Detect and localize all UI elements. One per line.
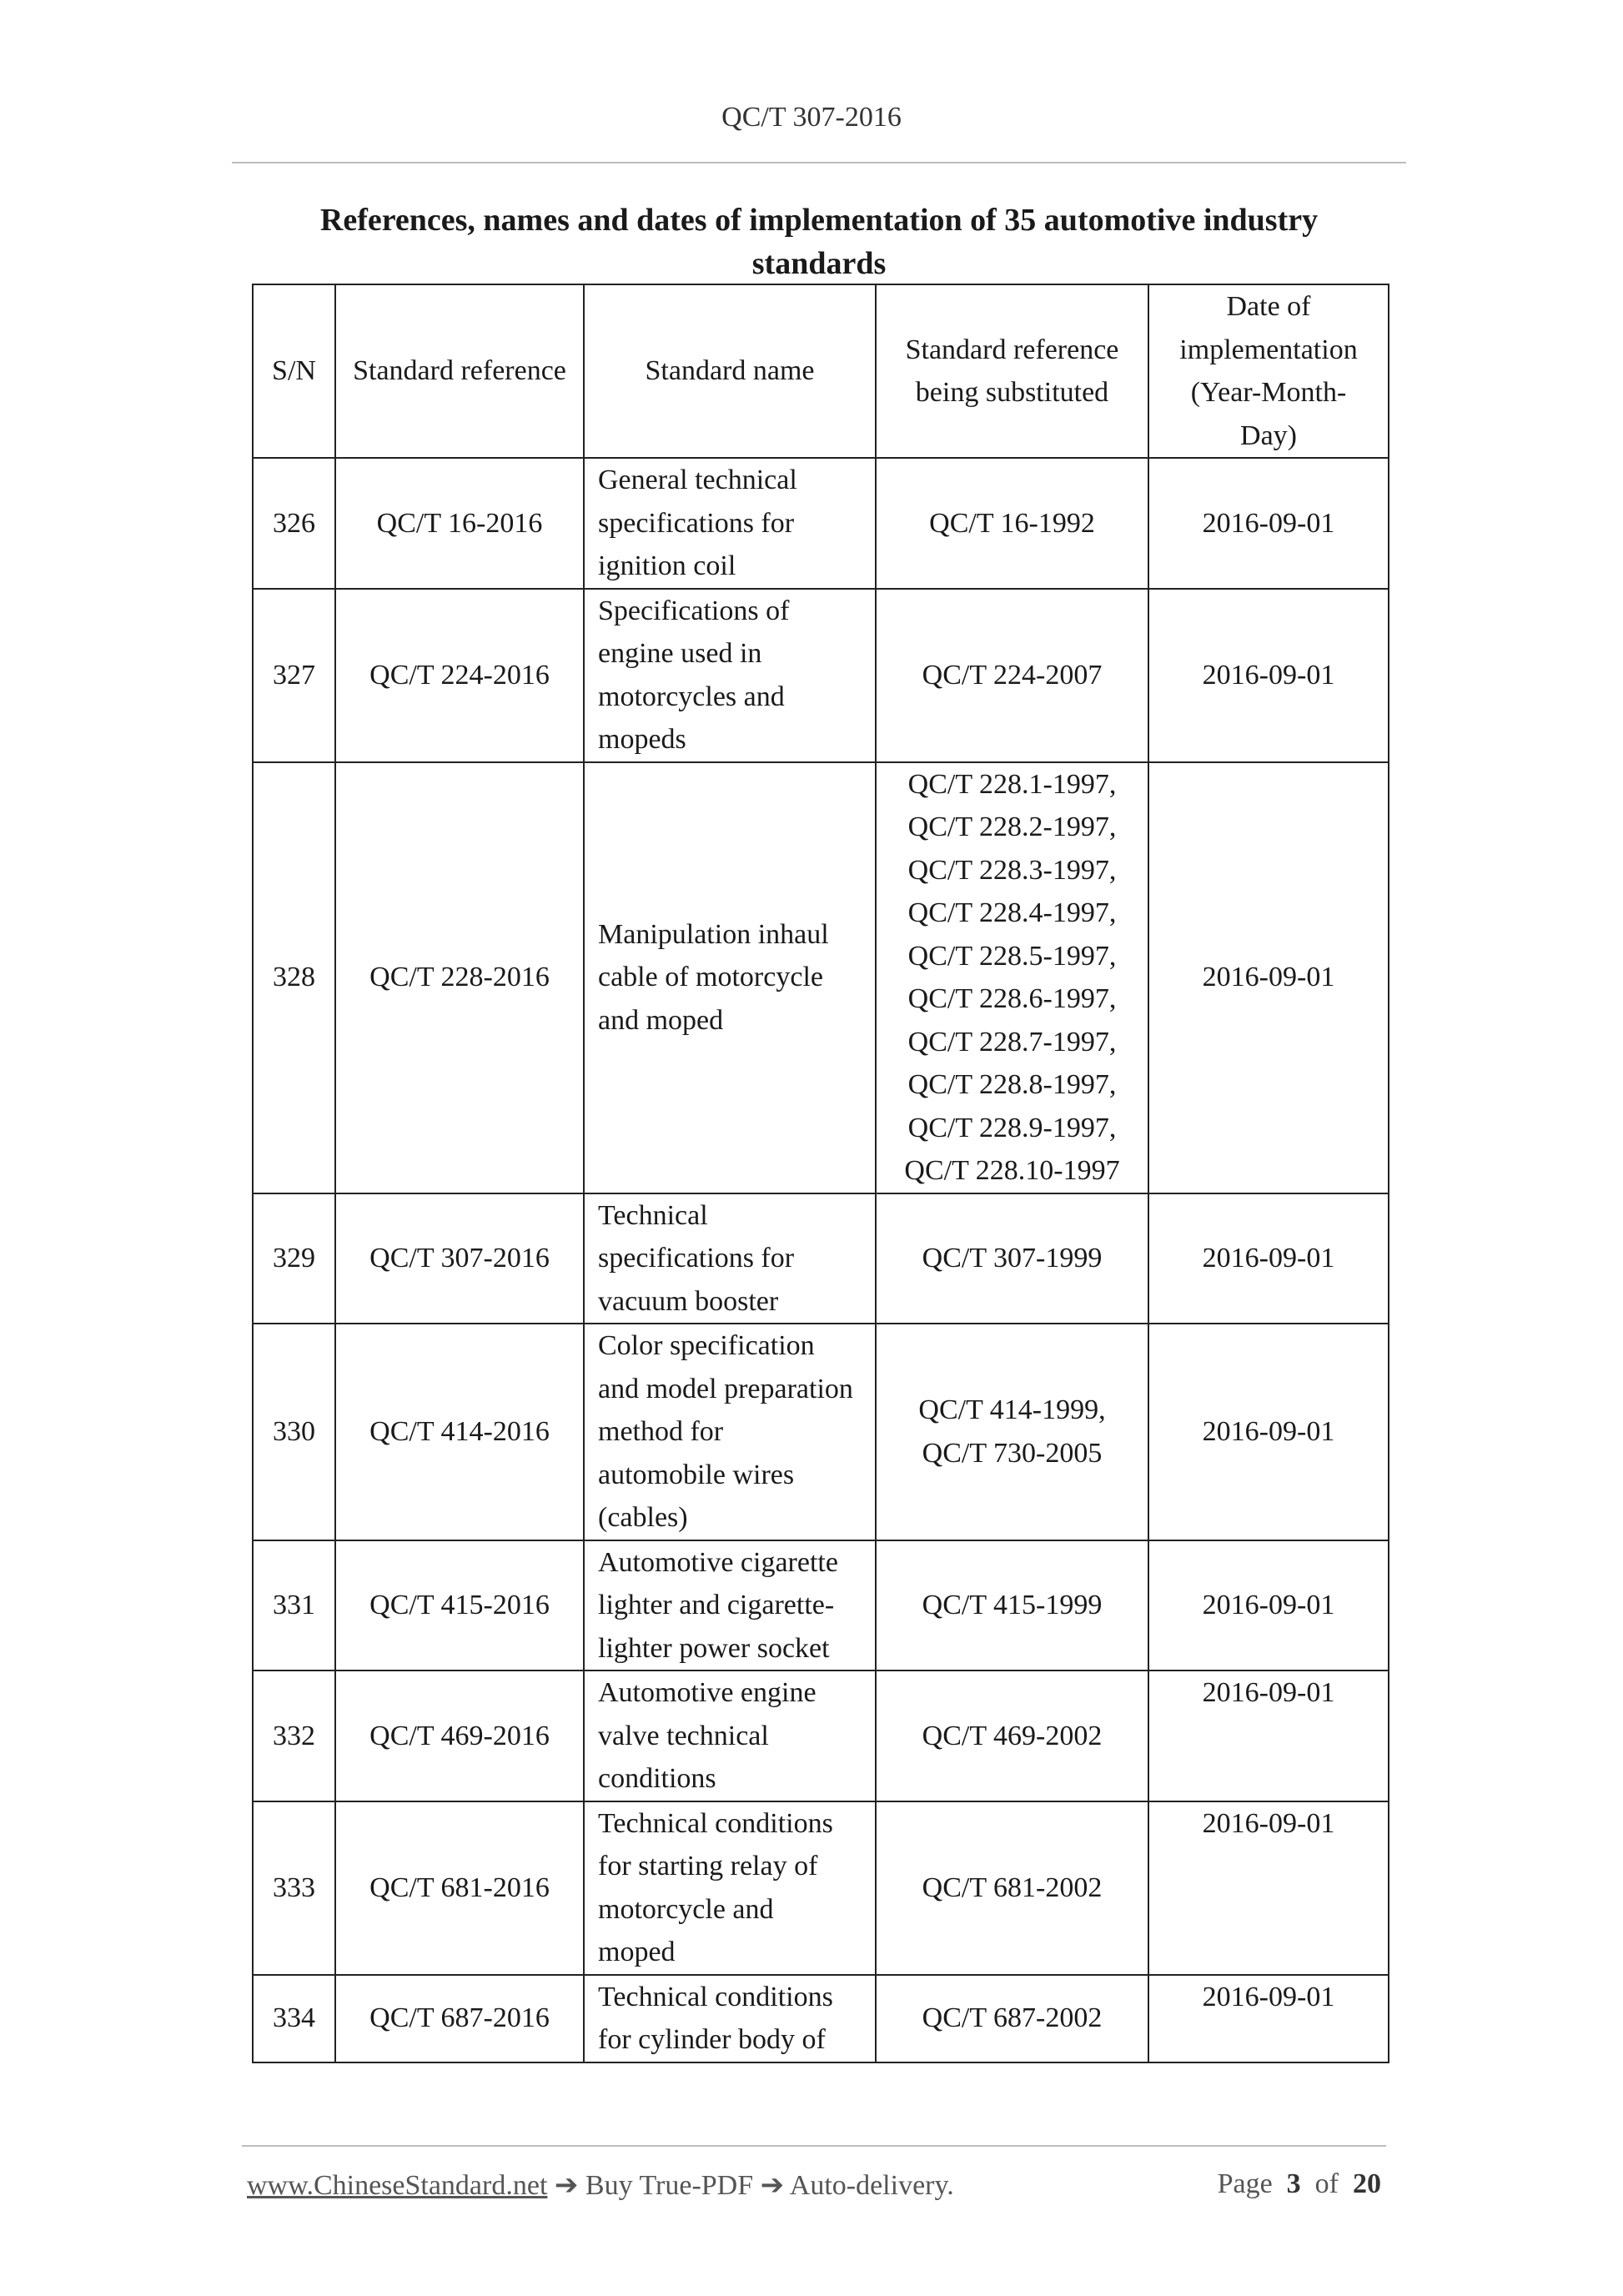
cell-name-line: (cables) xyxy=(598,1502,688,1533)
col-header-sn: S/N xyxy=(253,284,335,458)
cell-date: 2016-09-01 xyxy=(1148,762,1389,1193)
table-row xyxy=(253,1975,1389,2062)
cell-name-line: motorcycle and xyxy=(598,1893,774,1925)
cell-name xyxy=(584,458,876,589)
cell-name-line: valve technical xyxy=(598,1720,769,1751)
table-row xyxy=(253,1671,1389,1801)
cell-substituted-line: QC/T 228.1-1997, xyxy=(907,768,1117,800)
table-row xyxy=(253,589,1389,762)
cell-substituted-line: QC/T 224-2007 xyxy=(922,659,1103,691)
cell-substituted xyxy=(876,1540,1148,1671)
table-body xyxy=(253,458,1389,2062)
cell-name-line: Manipulation inhaul xyxy=(598,918,829,950)
document-title-line-1: References, names and dates of implementation of 35 automotive industry xyxy=(319,203,1319,238)
cell-name xyxy=(584,589,876,762)
cell-name-line: General technical xyxy=(598,465,797,495)
cell-substituted xyxy=(876,1671,1148,1801)
cell-substituted-line: QC/T 228.5-1997, xyxy=(907,940,1117,972)
cell-sn: 328 xyxy=(253,762,335,1193)
cell-reference: QC/T 224-2016 xyxy=(335,589,584,762)
cell-name-line: Technical conditions xyxy=(598,1981,833,2012)
cell-reference: QC/T 469-2016 xyxy=(335,1671,584,1801)
cell-substituted-line: QC/T 228.2-1997, xyxy=(907,811,1117,842)
cell-sn: 327 xyxy=(253,589,335,762)
cell-name-line: lighter power socket xyxy=(598,1632,830,1664)
cell-name-line: method for xyxy=(598,1416,724,1447)
cell-name-line: cable of motorcycle xyxy=(598,962,823,993)
cell-sn: 331 xyxy=(253,1540,335,1671)
cell-date: 2016-09-01 xyxy=(1148,458,1389,589)
right-arrow-icon: ➔ xyxy=(760,2170,785,2201)
cell-substituted xyxy=(876,1975,1148,2062)
of-label: of xyxy=(1314,2168,1339,2199)
cell-substituted-line: QC/T 228.9-1997, xyxy=(907,1112,1117,1143)
cell-name xyxy=(584,1193,876,1324)
page-total: 20 xyxy=(1353,2168,1381,2199)
cell-name-line: Technical xyxy=(598,1199,708,1231)
cell-name xyxy=(584,762,876,1193)
cell-sn: 333 xyxy=(253,1801,335,1975)
cell-name-line: and moped xyxy=(598,1004,724,1036)
auto-delivery-text: Auto-delivery. xyxy=(789,2170,954,2201)
cell-substituted-line: QC/T 307-1999 xyxy=(922,1243,1103,1274)
cell-substituted-line: QC/T 730-2005 xyxy=(922,1437,1103,1469)
cell-name-line: lighter and cigarette- xyxy=(598,1590,835,1620)
cell-name-line: for starting relay of xyxy=(598,1851,818,1882)
cell-name xyxy=(584,1671,876,1801)
table-header-row xyxy=(253,284,1389,458)
cell-date: 2016-09-01 xyxy=(1148,1801,1389,1975)
cell-reference: QC/T 687-2016 xyxy=(335,1975,584,2062)
page-number xyxy=(1218,2168,1381,2200)
cell-name-line: Specifications of xyxy=(598,595,790,626)
running-header: QC/T 307-2016 xyxy=(721,102,902,133)
cell-reference: QC/T 415-2016 xyxy=(335,1540,584,1671)
table-row xyxy=(253,1801,1389,1975)
table-row xyxy=(253,458,1389,589)
cell-name-line: engine used in xyxy=(598,638,762,669)
cell-reference: QC/T 681-2016 xyxy=(335,1801,584,1975)
col-header-reference: Standard reference xyxy=(335,284,584,458)
website-link[interactable]: www.ChineseStandard.net xyxy=(247,2170,548,2201)
cell-substituted-line: QC/T 415-1999 xyxy=(922,1590,1103,1620)
cell-date: 2016-09-01 xyxy=(1148,1193,1389,1324)
cell-substituted xyxy=(876,1324,1148,1540)
cell-reference: QC/T 228-2016 xyxy=(335,762,584,1193)
col-header-substituted: Standard reference being substituted xyxy=(876,284,1148,458)
cell-name-line: Color specification xyxy=(598,1330,815,1361)
cell-name-line: Technical conditions xyxy=(598,1807,833,1839)
cell-name-line: moped xyxy=(598,1937,676,1967)
table-row xyxy=(253,762,1389,1193)
table-row xyxy=(253,1324,1389,1540)
cell-substituted xyxy=(876,1193,1148,1324)
cell-substituted xyxy=(876,458,1148,589)
cell-substituted-line: QC/T 228.10-1997 xyxy=(904,1155,1120,1186)
cell-name-line: for cylinder body of xyxy=(598,2024,826,2055)
cell-substituted-line: QC/T 469-2002 xyxy=(922,1720,1103,1751)
document-title xyxy=(232,198,1406,285)
cell-name-line: mopeds xyxy=(598,724,686,755)
cell-substituted xyxy=(876,1801,1148,1975)
cell-sn: 329 xyxy=(253,1193,335,1324)
cell-substituted-line: QC/T 687-2002 xyxy=(922,2002,1103,2034)
cell-date: 2016-09-01 xyxy=(1148,1324,1389,1540)
cell-name-line: automobile wires xyxy=(598,1459,795,1490)
cell-substituted-line: QC/T 681-2002 xyxy=(922,1871,1103,1903)
cell-sn: 326 xyxy=(253,458,335,589)
cell-substituted-line: QC/T 228.3-1997, xyxy=(907,854,1117,886)
cell-sn: 330 xyxy=(253,1324,335,1540)
cell-substituted-line: QC/T 414-1999, xyxy=(918,1394,1106,1426)
cell-name-line: and model preparation xyxy=(598,1373,853,1404)
page-current: 3 xyxy=(1286,2168,1301,2199)
footer-divider xyxy=(242,2145,1386,2147)
cell-substituted-line: QC/T 16-1992 xyxy=(929,507,1095,539)
footer-promo xyxy=(247,2168,954,2202)
cell-name-line: conditions xyxy=(598,1763,716,1794)
page-label: Page xyxy=(1217,2168,1273,2199)
cell-substituted xyxy=(876,762,1148,1193)
cell-substituted xyxy=(876,589,1148,762)
cell-name xyxy=(584,1801,876,1975)
cell-name xyxy=(584,1975,876,2062)
cell-date: 2016-09-01 xyxy=(1148,1540,1389,1671)
cell-date: 2016-09-01 xyxy=(1148,1975,1389,2062)
header-divider xyxy=(232,162,1406,163)
table-row xyxy=(253,1540,1389,1671)
standards-table xyxy=(252,284,1389,2063)
cell-reference: QC/T 307-2016 xyxy=(335,1193,584,1324)
cell-name-line: Automotive engine xyxy=(598,1677,817,1708)
cell-substituted-line: QC/T 228.8-1997, xyxy=(907,1069,1117,1100)
cell-substituted-line: QC/T 228.6-1997, xyxy=(907,983,1117,1014)
document-title-line-2: standards xyxy=(751,246,887,281)
cell-reference: QC/T 16-2016 xyxy=(335,458,584,589)
cell-name-line: vacuum booster xyxy=(598,1285,779,1317)
col-header-name: Standard name xyxy=(584,284,876,458)
right-arrow-icon: ➔ xyxy=(554,2170,579,2201)
col-header-date: Date of implementation (Year-Month- Day) xyxy=(1148,284,1389,458)
cell-name-line: specifications for xyxy=(598,1243,795,1274)
cell-substituted-line: QC/T 228.4-1997, xyxy=(907,897,1117,928)
cell-sn: 334 xyxy=(253,1975,335,2062)
cell-name xyxy=(584,1324,876,1540)
cell-name-line: ignition coil xyxy=(598,550,736,581)
cell-date: 2016-09-01 xyxy=(1148,589,1389,762)
cell-name-line: motorcycles and xyxy=(598,681,785,712)
cell-name-line: specifications for xyxy=(598,507,795,539)
cell-substituted-line: QC/T 228.7-1997, xyxy=(907,1026,1117,1058)
table-row xyxy=(253,1193,1389,1324)
cell-date: 2016-09-01 xyxy=(1148,1671,1389,1801)
cell-reference: QC/T 414-2016 xyxy=(335,1324,584,1540)
cell-name xyxy=(584,1540,876,1671)
cell-name-line: Automotive cigarette xyxy=(598,1546,838,1578)
cell-sn: 332 xyxy=(253,1671,335,1801)
buy-pdf-link[interactable]: Buy True-PDF xyxy=(585,2170,754,2201)
